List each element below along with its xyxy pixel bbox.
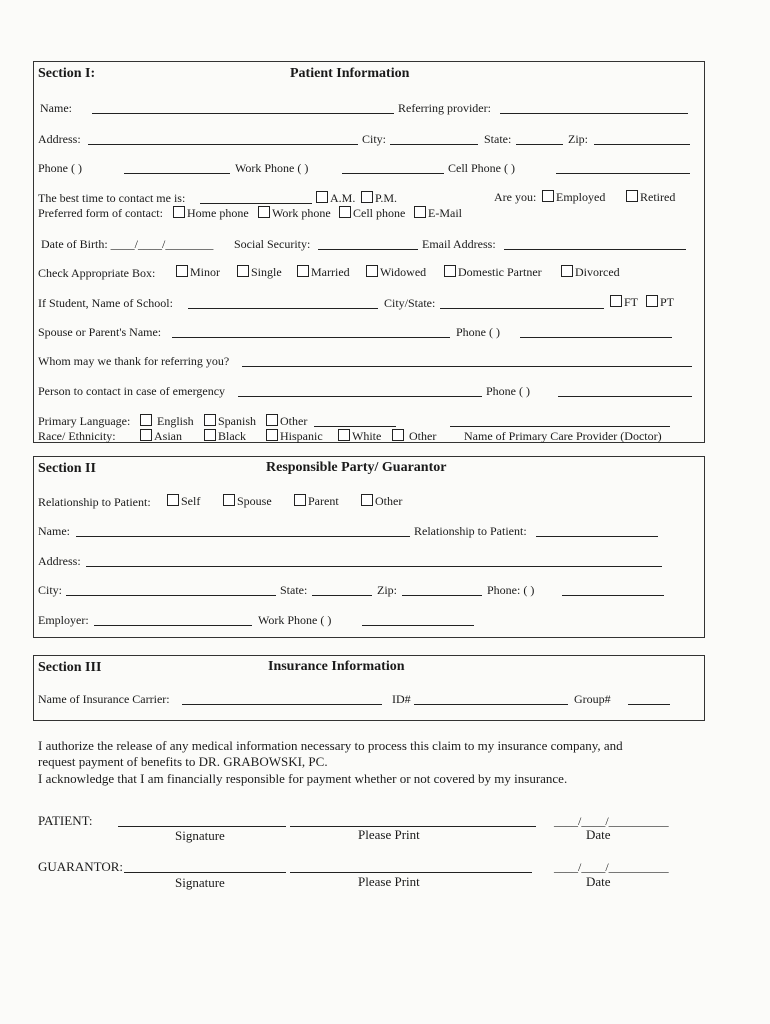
state-label: State:	[484, 132, 512, 146]
ft-label: FT	[624, 295, 639, 309]
widowed-checkbox[interactable]	[366, 265, 378, 277]
section-3-label: Section III	[38, 660, 102, 675]
english-option[interactable]	[140, 414, 194, 428]
hispanic-label: Hispanic	[280, 429, 323, 443]
married-option[interactable]	[297, 265, 350, 279]
contact-cell-option[interactable]	[339, 206, 405, 220]
spouse-phone-label: Phone ( )	[456, 325, 500, 339]
white-checkbox[interactable]	[338, 429, 350, 441]
guarantor-city-label: City:	[38, 583, 63, 597]
zip-label: Zip:	[568, 132, 588, 146]
race-other-option[interactable]	[392, 429, 436, 443]
english-label: English	[157, 414, 194, 428]
contact-cell-checkbox[interactable]	[339, 206, 351, 218]
email-label: Email Address:	[422, 237, 496, 251]
spouse-option-label: Spouse	[237, 494, 272, 508]
emergency-field[interactable]	[238, 396, 482, 397]
race-other-checkbox[interactable]	[392, 429, 404, 441]
contact-home-option[interactable]	[173, 206, 249, 220]
self-label: Self	[181, 494, 201, 508]
section-2-title: Responsible Party/ Guarantor	[266, 460, 447, 475]
patient-label: PATIENT:	[38, 813, 93, 828]
asian-option[interactable]	[140, 429, 182, 443]
thank-label: Whom may we thank for referring you?	[38, 354, 230, 368]
employer-field[interactable]	[94, 625, 252, 626]
language-other-checkbox[interactable]	[266, 414, 278, 426]
language-other-field[interactable]	[314, 426, 396, 427]
guarantor-name-field[interactable]	[76, 536, 410, 537]
guarantor-print-caption: Please Print	[358, 874, 420, 889]
pt-checkbox[interactable]	[646, 295, 658, 307]
dob-label: Date of Birth: ____/____/________	[41, 237, 214, 251]
school-label: If Student, Name of School:	[38, 296, 173, 310]
other-checkbox[interactable]	[361, 494, 373, 506]
phone-label: Phone ( )	[38, 161, 82, 175]
guarantor-state-label: State:	[280, 583, 308, 597]
contact-home-label: Home phone	[187, 206, 249, 220]
work-phone-field[interactable]	[342, 173, 444, 174]
pt-option[interactable]	[646, 295, 674, 309]
patient-signature-field[interactable]	[118, 826, 286, 827]
spouse-checkbox[interactable]	[223, 494, 235, 506]
group-label: Group#	[574, 692, 611, 706]
id-label: ID#	[392, 692, 411, 706]
city-label: City:	[362, 132, 387, 146]
black-label: Black	[218, 429, 246, 443]
married-checkbox[interactable]	[297, 265, 309, 277]
pm-option[interactable]	[361, 191, 397, 205]
language-other-label: Other	[280, 414, 308, 428]
name-field[interactable]	[92, 113, 394, 114]
spanish-option[interactable]	[204, 414, 256, 428]
parent-label: Parent	[308, 494, 339, 508]
black-option[interactable]	[204, 429, 246, 443]
authorization-line-2: request payment of benefits to DR. GRABOWSKI, PC.	[38, 754, 328, 769]
ssn-field[interactable]	[318, 249, 418, 250]
guarantor-work-phone-label: Work Phone ( )	[258, 613, 332, 627]
contact-email-option[interactable]	[414, 206, 462, 220]
section-2-label: Section II	[38, 461, 96, 476]
asian-checkbox[interactable]	[140, 429, 152, 441]
guarantor-address-field[interactable]	[86, 566, 662, 567]
guarantor-signature-caption: Signature	[175, 875, 225, 890]
black-checkbox[interactable]	[204, 429, 216, 441]
employed-option[interactable]	[542, 190, 605, 204]
pm-label: P.M.	[375, 191, 398, 205]
name-label: Name:	[40, 101, 72, 115]
thank-field[interactable]	[242, 366, 692, 367]
am-label: A.M.	[330, 191, 356, 205]
contact-work-checkbox[interactable]	[258, 206, 270, 218]
guarantor-print-field[interactable]	[290, 872, 532, 873]
single-label: Single	[251, 265, 282, 279]
section-2-box	[33, 456, 705, 638]
contact-email-checkbox[interactable]	[414, 206, 426, 218]
ft-checkbox[interactable]	[610, 295, 622, 307]
primary-language-label: Primary Language:	[38, 414, 131, 428]
spanish-checkbox[interactable]	[204, 414, 216, 426]
authorization-line-3: I acknowledge that I am financially responsible for payment whether or not covered by my insurance.	[38, 771, 568, 786]
employed-label: Employed	[556, 190, 606, 204]
address-field[interactable]	[88, 144, 358, 145]
zip-field[interactable]	[594, 144, 690, 145]
pt-label: PT	[660, 295, 675, 309]
spouse-field[interactable]	[172, 337, 450, 338]
group-field[interactable]	[628, 704, 670, 705]
widowed-label: Widowed	[380, 265, 427, 279]
married-label: Married	[311, 265, 350, 279]
guarantor-label: GUARANTOR:	[38, 859, 123, 874]
self-option[interactable]	[167, 494, 200, 508]
id-field[interactable]	[414, 704, 568, 705]
email-field[interactable]	[504, 249, 686, 250]
pm-checkbox[interactable]	[361, 191, 373, 203]
white-label: White	[352, 429, 382, 443]
minor-option[interactable]	[176, 265, 220, 279]
hispanic-checkbox[interactable]	[266, 429, 278, 441]
guarantor-city-field[interactable]	[66, 595, 276, 596]
am-checkbox[interactable]	[316, 191, 328, 203]
best-time-field[interactable]	[200, 203, 312, 204]
city-field[interactable]	[390, 144, 478, 145]
hispanic-option[interactable]	[266, 429, 323, 443]
referring-provider-field[interactable]	[500, 113, 688, 114]
asian-label: Asian	[154, 429, 182, 443]
contact-work-option[interactable]	[258, 206, 331, 220]
referring-provider-label: Referring provider:	[398, 101, 491, 115]
divorced-option[interactable]	[561, 265, 620, 279]
contact-cell-label: Cell phone	[353, 206, 406, 220]
cell-phone-field[interactable]	[556, 173, 690, 174]
carrier-label: Name of Insurance Carrier:	[38, 692, 170, 706]
city-state-label: City/State:	[384, 296, 436, 310]
section-1-label: Section I:	[38, 66, 96, 81]
race-other-label: Other	[409, 429, 437, 443]
relationship2-label: Relationship to Patient:	[414, 524, 527, 538]
pcp-field[interactable]	[450, 426, 670, 427]
section-1-title: Patient Information	[290, 66, 410, 81]
guarantor-zip-field[interactable]	[402, 595, 482, 596]
domestic-partner-label: Domestic Partner	[458, 265, 542, 279]
guarantor-address-label: Address:	[38, 554, 81, 568]
ft-option[interactable]	[610, 295, 638, 309]
preferred-contact-label: Preferred form of contact:	[38, 206, 163, 220]
spouse-phone-field[interactable]	[520, 337, 672, 338]
parent-option[interactable]	[294, 494, 339, 508]
carrier-field[interactable]	[182, 704, 382, 705]
retired-checkbox[interactable]	[626, 190, 638, 202]
race-label: Race/ Ethnicity:	[38, 429, 116, 443]
minor-label: Minor	[190, 265, 220, 279]
other-option[interactable]	[361, 494, 402, 508]
guarantor-date-field[interactable]: ____/____/__________	[554, 860, 669, 874]
language-other-option[interactable]	[266, 414, 307, 428]
patient-signature-caption: Signature	[175, 828, 225, 843]
divorced-label: Divorced	[575, 265, 620, 279]
employer-label: Employer:	[38, 613, 89, 627]
divorced-checkbox[interactable]	[561, 265, 573, 277]
guarantor-phone-field[interactable]	[562, 595, 664, 596]
relationship-label: Relationship to Patient:	[38, 495, 151, 509]
guarantor-signature-field[interactable]	[124, 872, 286, 873]
retired-label: Retired	[640, 190, 676, 204]
work-phone-label: Work Phone ( )	[235, 161, 309, 175]
emergency-phone-field[interactable]	[558, 396, 692, 397]
guarantor-state-field[interactable]	[312, 595, 372, 596]
ssn-label: Social Security:	[234, 237, 311, 251]
spouse-option[interactable]	[223, 494, 272, 508]
minor-checkbox[interactable]	[176, 265, 188, 277]
guarantor-name-label: Name:	[38, 524, 70, 538]
guarantor-zip-label: Zip:	[377, 583, 397, 597]
parent-checkbox[interactable]	[294, 494, 306, 506]
check-box-label: Check Appropriate Box:	[38, 266, 156, 280]
cell-phone-label: Cell Phone ( )	[448, 161, 515, 175]
emergency-label: Person to contact in case of emergency	[38, 384, 226, 398]
spanish-label: Spanish	[218, 414, 257, 428]
white-option[interactable]	[338, 429, 381, 443]
contact-home-checkbox[interactable]	[173, 206, 185, 218]
state-field[interactable]	[516, 144, 563, 145]
domestic-partner-option[interactable]	[444, 265, 542, 279]
are-you-label: Are you:	[494, 190, 537, 204]
patient-print-caption: Please Print	[358, 827, 420, 842]
domestic-partner-checkbox[interactable]	[444, 265, 456, 277]
guarantor-date-caption: Date	[586, 874, 611, 889]
am-option[interactable]	[316, 191, 355, 205]
city-state-field[interactable]	[440, 308, 604, 309]
guarantor-phone-label: Phone: ( )	[487, 583, 535, 597]
section-3-title: Insurance Information	[268, 659, 405, 674]
emergency-phone-label: Phone ( )	[486, 384, 530, 398]
retired-option[interactable]	[626, 190, 675, 204]
pcp-label: Name of Primary Care Provider (Doctor)	[464, 429, 662, 443]
patient-date-caption: Date	[586, 827, 611, 842]
employed-checkbox[interactable]	[542, 190, 554, 202]
other-label: Other	[375, 494, 403, 508]
phone-field[interactable]	[124, 173, 230, 174]
guarantor-work-phone-field[interactable]	[362, 625, 474, 626]
best-time-label: The best time to contact me is:	[38, 191, 186, 205]
contact-email-label: E-Mail	[428, 206, 462, 220]
self-checkbox[interactable]	[167, 494, 179, 506]
authorization-line-1: I authorize the release of any medical information necessary to process this claim to my insurance company, and	[38, 738, 623, 753]
widowed-option[interactable]	[366, 265, 426, 279]
relationship2-field[interactable]	[536, 536, 658, 537]
single-option[interactable]	[237, 265, 282, 279]
english-checkbox[interactable]	[140, 414, 152, 426]
contact-work-label: Work phone	[272, 206, 331, 220]
patient-date-field[interactable]: ____/____/__________	[554, 814, 669, 828]
address-label: Address:	[38, 132, 81, 146]
single-checkbox[interactable]	[237, 265, 249, 277]
school-field[interactable]	[188, 308, 378, 309]
spouse-label: Spouse or Parent's Name:	[38, 325, 162, 339]
